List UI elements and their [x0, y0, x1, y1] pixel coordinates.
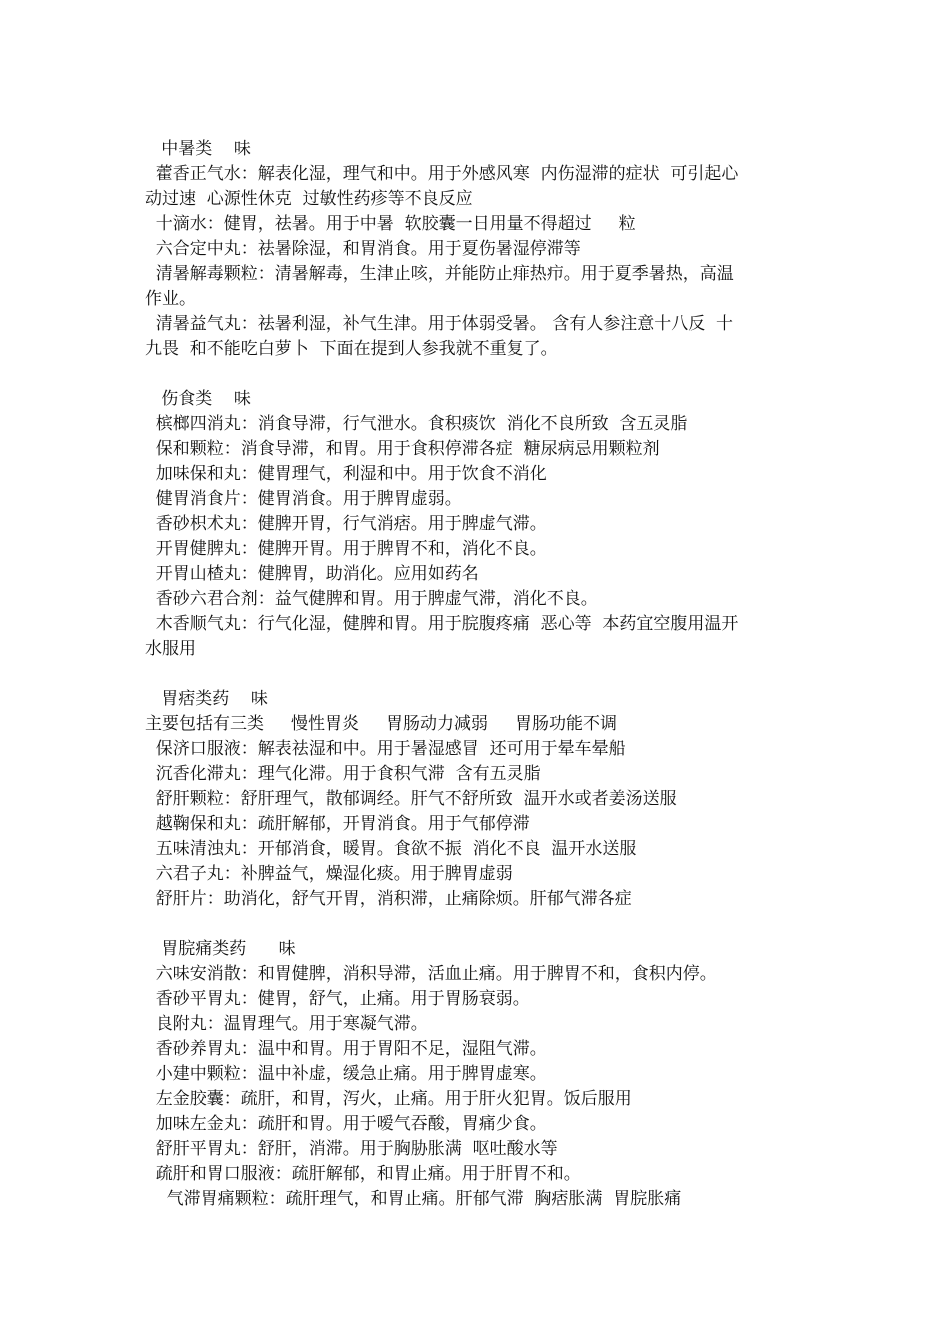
- blank-line: [145, 912, 810, 937]
- text-line: 香砂枳术丸：健脾开胃，行气消痞。用于脾虚气滞。: [145, 514, 547, 534]
- text-line: 开胃山楂丸：健脾胃，助消化。应用如药名: [145, 564, 479, 584]
- text-line: 越鞠保和丸：疏肝解郁，开胃消食。用于气郁停滞: [145, 814, 530, 834]
- section-heading: 胃脘痛类药 味: [145, 939, 296, 959]
- section-heading: 胃痞类药 味: [145, 689, 268, 709]
- text-line: 九畏 和不能吃白萝卜 下面在提到人参我就不重复了。: [145, 339, 558, 359]
- text-line: 开胃健脾丸：健脾开胃。用于脾胃不和，消化不良。: [145, 539, 547, 559]
- blank-line: [145, 662, 810, 687]
- text-line: 健胃消食片：健胃消食。用于脾胃虚弱。: [145, 489, 462, 509]
- text-line: 沉香化滞丸：理气化滞。用于食积气滞 含有五灵脂: [145, 764, 541, 784]
- text-line: 舒肝颗粒：舒肝理气，散郁调经。肝气不舒所致 温开水或者姜汤送服: [145, 789, 677, 809]
- text-line: 舒肝片：助消化，舒气开胃，消积滞，止痛除烦。肝郁气滞各症: [145, 889, 632, 909]
- text-line: 藿香正气水：解表化湿，理气和中。用于外感风寒 内伤湿滞的症状 可引起心: [145, 164, 739, 184]
- text-line: 主要包括有三类 慢性胃炎 胃肠动力减弱 胃肠功能不调: [145, 714, 618, 734]
- text-line: 香砂六君合剂：益气健脾和胃。用于脾虚气滞，消化不良。: [145, 589, 598, 609]
- blank-line: [145, 362, 810, 387]
- text-line: 加味左金丸：疏肝和胃。用于嗳气吞酸，胃痛少食。: [145, 1114, 547, 1134]
- text-line: 香砂养胃丸：温中和胃。用于胃阳不足，湿阻气滞。: [145, 1039, 547, 1059]
- text-line: 槟榔四消丸：消食导滞，行气泄水。食积痰饮 消化不良所致 含五灵脂: [145, 414, 688, 434]
- document-body: [145, 137, 810, 1212]
- text-line: 舒肝平胃丸：舒肝，消滞。用于胸胁胀满 呕吐酸水等: [145, 1139, 558, 1159]
- section-heading: 伤食类 味: [145, 389, 251, 409]
- text-line: 作业。: [145, 289, 196, 309]
- text-line: 动过速 心源性休克 过敏性药疹等不良反应: [145, 189, 473, 209]
- text-line: 香砂平胃丸：健胃，舒气，止痛。用于胃肠衰弱。: [145, 989, 530, 1009]
- text-line: 加味保和丸：健胃理气，利湿和中。用于饮食不消化: [145, 464, 547, 484]
- text-line: 木香顺气丸：行气化湿，健脾和胃。用于脘腹疼痛 恶心等 本药宜空腹用温开: [145, 614, 739, 634]
- text-line: 良附丸：温胃理气。用于寒凝气滞。: [145, 1014, 428, 1034]
- text-line: 六合定中丸：祛暑除湿，和胃消食。用于夏伤暑湿停滞等: [145, 239, 581, 259]
- text-line: 气滞胃痛颗粒：疏肝理气，和胃止痛。肝郁气滞 胸痞胀满 胃脘胀痛: [145, 1189, 682, 1209]
- text-line: 清暑益气丸：祛暑利湿，补气生津。用于体弱受暑。 含有人参注意十八反 十: [145, 314, 734, 334]
- text-line: 水服用: [145, 639, 196, 659]
- text-line: 六君子丸：补脾益气，燥湿化痰。用于脾胃虚弱: [145, 864, 513, 884]
- text-line: 清暑解毒颗粒：清暑解毒，生津止咳，并能防止痱热疖。用于夏季暑热，高温: [145, 264, 734, 284]
- text-line: 保和颗粒：消食导滞，和胃。用于食积停滞各症 糖尿病忌用颗粒剂: [145, 439, 660, 459]
- text-line: 保济口服液：解表祛湿和中。用于暑湿感冒 还可用于晕车晕船: [145, 739, 626, 759]
- text-line: 六味安消散：和胃健脾，消积导滞，活血止痛。用于脾胃不和，食积内停。: [145, 964, 717, 984]
- text-line: 小建中颗粒：温中补虚，缓急止痛。用于脾胃虚寒。: [145, 1064, 547, 1084]
- text-line: 五味清浊丸：开郁消食，暖胃。食欲不振 消化不良 温开水送服: [145, 839, 637, 859]
- text-line: 疏肝和胃口服液：疏肝解郁，和胃止痛。用于肝胃不和。: [145, 1164, 581, 1184]
- text-line: 左金胶囊：疏肝，和胃，泻火，止痛。用于肝火犯胃。饭后服用: [145, 1089, 632, 1109]
- text-line: 十滴水：健胃，祛暑。用于中暑 软胶囊一日用量不得超过 粒: [145, 214, 636, 234]
- section-heading: 中暑类 味: [145, 139, 251, 159]
